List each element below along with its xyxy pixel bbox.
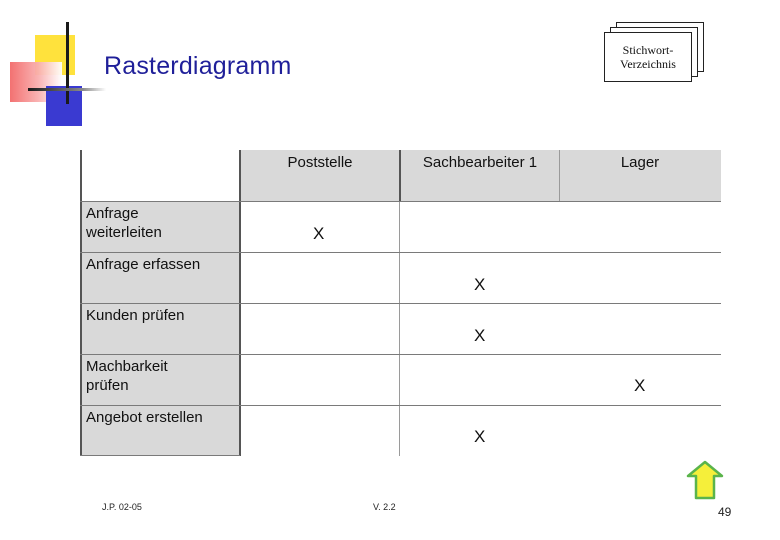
grid-line-horizontal bbox=[80, 303, 721, 304]
grid-line-horizontal bbox=[80, 252, 721, 253]
footer-version: V. 2.2 bbox=[373, 502, 396, 512]
row-label-line: Machbarkeit bbox=[86, 358, 168, 375]
page-number: 49 bbox=[718, 505, 732, 519]
grid-line-horizontal bbox=[80, 201, 721, 202]
row-label-line: Anfrage erfassen bbox=[86, 256, 201, 273]
column-header-lager: Lager bbox=[620, 154, 660, 171]
column-header-poststelle: Poststelle bbox=[287, 154, 353, 171]
row-label-line: Angebot erstellen bbox=[86, 409, 203, 426]
grid-line-horizontal bbox=[80, 405, 721, 406]
grid-line-horizontal bbox=[80, 455, 240, 456]
column-header-sachbearbeiter: Sachbearbeiter 1 bbox=[422, 154, 538, 171]
row-label-line: prüfen bbox=[86, 377, 129, 394]
row-label-anfrage-weiterleiten bbox=[86, 204, 236, 242]
row-label-line: Kunden prüfen bbox=[86, 307, 185, 324]
index-button[interactable] bbox=[604, 22, 704, 84]
cell-mark: X bbox=[474, 427, 486, 446]
cell-mark: X bbox=[474, 326, 486, 345]
footer-author: J.P. 02-05 bbox=[102, 502, 142, 512]
index-button-line1: Stichwort- bbox=[622, 43, 674, 57]
row-label-line: weiterleiten bbox=[86, 224, 162, 241]
row-label-machbarkeit-pruefen bbox=[86, 357, 236, 395]
grid-line-horizontal bbox=[80, 354, 721, 355]
index-button-face bbox=[604, 32, 692, 82]
cell-mark: X bbox=[474, 275, 486, 294]
raster-table bbox=[80, 150, 721, 456]
index-button-line2: Verzeichnis bbox=[620, 57, 676, 71]
logo-horizontal-line bbox=[28, 88, 106, 91]
logo-decoration bbox=[0, 0, 110, 130]
arrow-up-icon[interactable] bbox=[686, 460, 724, 500]
row-label-kunden-pruefen bbox=[86, 306, 236, 325]
cell-mark: X bbox=[634, 376, 646, 395]
page-title: Rasterdiagramm bbox=[104, 52, 292, 80]
grid-line-vertical bbox=[399, 201, 400, 456]
row-label-angebot-erstellen bbox=[86, 408, 236, 427]
row-label-line: Anfrage bbox=[86, 205, 139, 222]
row-label-anfrage-erfassen bbox=[86, 255, 236, 274]
logo-vertical-line bbox=[66, 22, 69, 104]
logo-blue-square bbox=[46, 86, 82, 126]
cell-mark: X bbox=[313, 224, 325, 243]
